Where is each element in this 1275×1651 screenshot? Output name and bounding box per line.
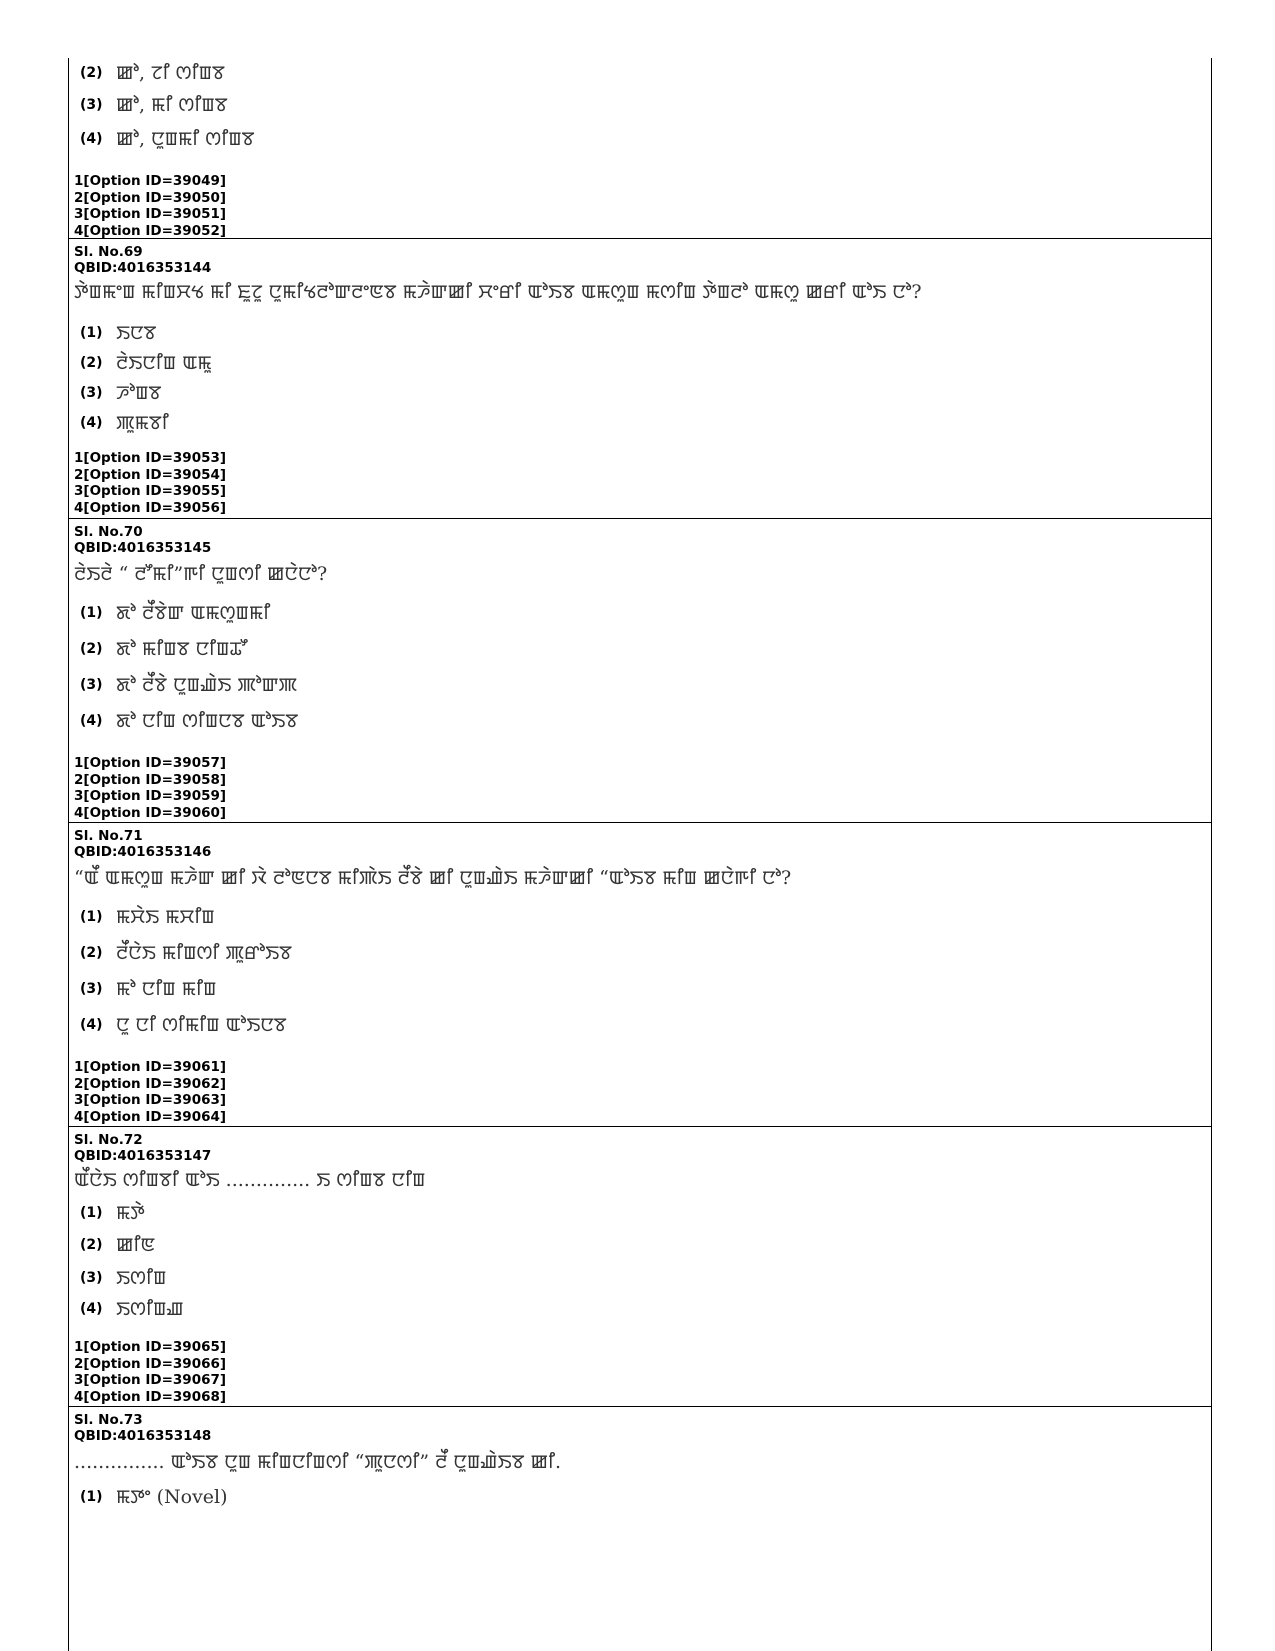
- question-73: [74, 1412, 1204, 1474]
- qbid: QBID:4016353145: [74, 540, 212, 556]
- option-2: (2) ꯂꯩꯅꯥꯏ ꯃꯤꯡꯁꯤ ꯄꯨꯔꯣꯏꯕ: [80, 942, 293, 964]
- option-2: (2) ꯀꯤꯟ: [80, 1234, 156, 1256]
- option-1: (1) ꯃꯇꯦ (Novel): [80, 1486, 228, 1508]
- option-2: (2) ꯗꯣ ꯃꯤꯡꯕ ꯅꯤꯡꯊꯧ: [80, 638, 248, 660]
- option-ids: 1[Option ID=39053] 2[Option ID=39054] 3[Option ID=39055] 4[Option ID=39056]: [74, 450, 227, 516]
- option-ids: 1[Option ID=39061] 2[Option ID=39062] 3[Option ID=39063] 4[Option ID=39064]: [74, 1059, 227, 1125]
- serial-number: Sl. No.71: [74, 828, 143, 844]
- option-4: (4) ꯄꯨꯃꯕꯤ: [80, 412, 169, 434]
- divider: [68, 518, 1212, 519]
- qbid: QBID:4016353146: [74, 844, 212, 860]
- question-paper-page: [68, 58, 1212, 1651]
- question-69: [74, 244, 1204, 304]
- question-text: “ꯑꯩ ꯑꯃꯁꯨꯡ ꯃꯍꯥꯛ ꯀꯤ ꯋꯥ ꯂꯣꯟꯅꯕ ꯃꯤꯄꯥꯏ ꯂꯩꯕꯥ ꯀꯤ ꯅꯨꯡꯉꯥꯏ ꯃꯍꯥꯛꯀꯤ “ꯑꯣꯏꯕ ꯃꯤꯡ ꯀꯅꯥꯒꯤ ꯅꯣ?: [74, 867, 792, 889]
- question-71: [74, 828, 1204, 890]
- option-1: (1) ꯗꯣ ꯂꯩꯕꯥꯛ ꯑꯃꯁꯨꯡꯃꯤ: [80, 602, 271, 624]
- right-border: [1211, 58, 1212, 1651]
- divider: [68, 1406, 1212, 1407]
- option-3: (3) ꯃꯣ ꯅꯤꯡ ꯃꯤꯡ: [80, 978, 217, 1000]
- question-text: ꯑꯩꯅꯥꯏ ꯁꯤꯡꯕꯤ ꯑꯣꯏ .............. ꯏ ꯁꯤꯡꯕ ꯅꯤꯡ: [74, 1169, 426, 1191]
- question-72: [74, 1132, 1204, 1192]
- divider: [68, 238, 1212, 239]
- serial-number: Sl. No.69: [74, 244, 143, 260]
- option-3: (3) ꯀꯣ, ꯃꯤ ꯁꯤꯡꯕ: [80, 94, 228, 116]
- left-border: [68, 58, 69, 1651]
- question-text: ꯂꯥꯏꯂꯥ “ ꯂꯧꯃꯤ”ꯒꯤ ꯅꯨꯡꯁꯤ ꯀꯅꯥꯅꯣ?: [74, 563, 328, 585]
- option-ids: 1[Option ID=39065] 2[Option ID=39066] 3[Option ID=39067] 4[Option ID=39068]: [74, 1339, 227, 1405]
- option-ids: 1[Option ID=39049] 2[Option ID=39050] 3[Option ID=39051] 4[Option ID=39052]: [74, 173, 227, 239]
- question-70: [74, 524, 1204, 586]
- option-2: (2) ꯀꯣ, ꯖꯤ ꯁꯤꯡꯕ: [80, 62, 225, 84]
- option-3: (3) ꯏꯁꯤꯡ: [80, 1267, 167, 1289]
- serial-number: Sl. No.72: [74, 1132, 143, 1148]
- option-4: (4) ꯅꯨ ꯅꯤ ꯁꯤꯃꯤꯡ ꯑꯣꯏꯅꯕ: [80, 1014, 287, 1036]
- option-1: (1) ꯃꯆꯥꯏ ꯃꯆꯤꯡ: [80, 906, 215, 928]
- option-3: (3) ꯗꯣ ꯂꯩꯕꯥ ꯅꯨꯡꯉꯥꯏ ꯄꯣꯛꯄ: [80, 674, 298, 696]
- option-4: (4) ꯏꯁꯤꯡꯉ: [80, 1298, 184, 1320]
- option-2: (2) ꯂꯥꯏꯅꯤꯡ ꯑꯃꯨ: [80, 352, 212, 374]
- divider: [68, 822, 1212, 823]
- qbid: QBID:4016353144: [74, 260, 212, 276]
- option-1: (1) ꯃꯇꯥ: [80, 1202, 145, 1224]
- serial-number: Sl. No.73: [74, 1412, 143, 1428]
- option-1: (1) ꯏꯅꯕ: [80, 322, 157, 344]
- divider: [68, 1126, 1212, 1127]
- question-text: ............... ꯑꯣꯏꯕ ꯅꯨꯡ ꯃꯤꯡꯅꯤꯡꯁꯤ “ꯄꯨꯅꯁꯤ” ꯂꯩ ꯅꯨꯡꯉꯥꯏꯕ ꯀꯤ.: [74, 1451, 562, 1473]
- option-ids: 1[Option ID=39057] 2[Option ID=39058] 3[Option ID=39059] 4[Option ID=39060]: [74, 755, 227, 821]
- option-3: (3) ꯍꯣꯡꯕ: [80, 382, 162, 404]
- qbid: QBID:4016353147: [74, 1148, 212, 1164]
- option-4: (4) ꯀꯣ, ꯅꯨꯡꯃꯤ ꯁꯤꯡꯕ: [80, 128, 255, 150]
- question-text: ꯇꯥꯡꯃꯦꯡ ꯃꯤꯡꯆꯠ ꯃꯤ ꯐꯨꯖꯨ ꯅꯨꯃꯤꯠꯂꯣꯛꯂꯦꯟꯕ ꯃꯍꯥꯛꯀꯤ ꯆꯦꯔꯤ ꯑꯣꯏꯕ ꯑꯃꯁꯨꯡ ꯃꯁꯤꯡ ꯇꯥꯡꯂꯣ ꯑꯃꯁꯨ ꯀꯔꯤ ꯑꯣꯏ ꯅꯣ?: [74, 281, 922, 303]
- serial-number: Sl. No.70: [74, 524, 143, 540]
- option-4: (4) ꯗꯣ ꯅꯤꯡ ꯁꯤꯡꯅꯕ ꯑꯣꯏꯕ: [80, 710, 299, 732]
- qbid: QBID:4016353148: [74, 1428, 212, 1444]
